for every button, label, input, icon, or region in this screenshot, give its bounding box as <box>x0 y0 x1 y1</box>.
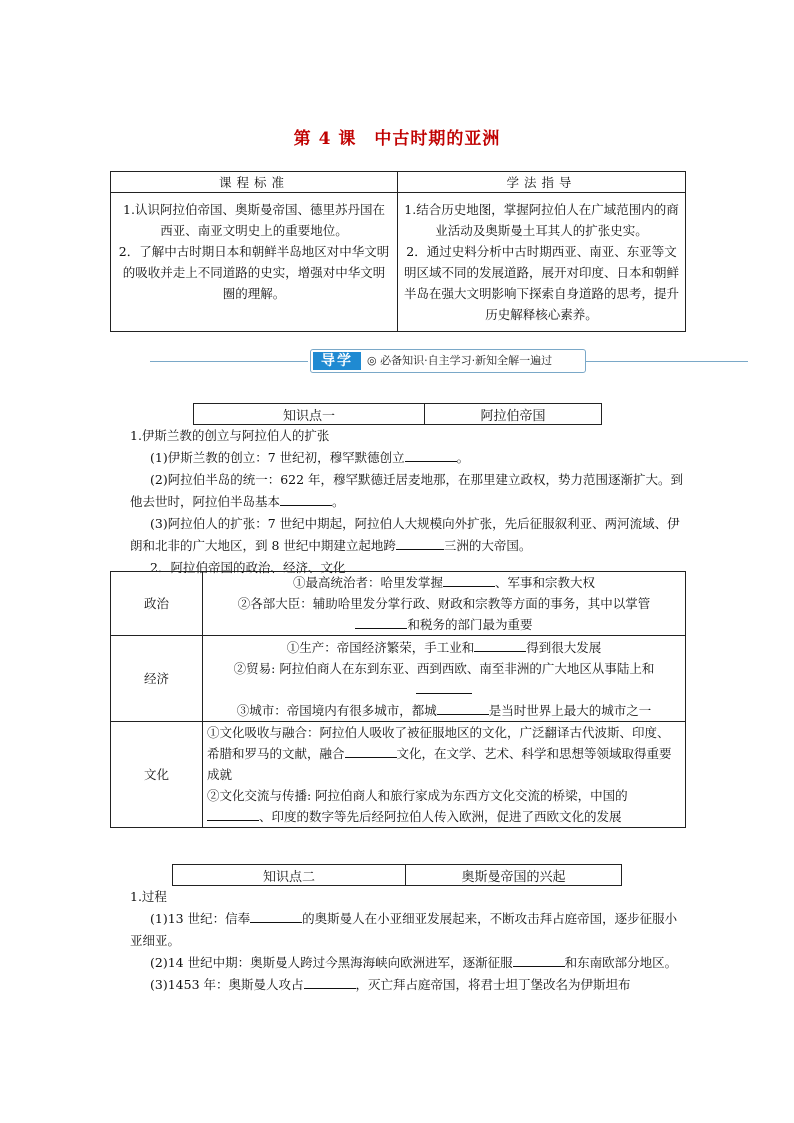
section1-item-1: (1)伊斯兰教的创立：7 世纪初，穆罕默德创立 。 <box>130 447 686 469</box>
kp2-label: 知识点二 <box>173 865 406 886</box>
banner-rule-right <box>586 361 748 362</box>
fill-blank[interactable] <box>345 743 397 758</box>
section3-heading: 1.过程 <box>130 889 167 904</box>
banner-subtitle: ◎ 必备知识·自主学习·新知全解一遍过 <box>367 354 553 367</box>
arab-empire-table <box>110 571 686 828</box>
politics-label: 政治 <box>111 572 203 636</box>
row-politics <box>111 572 686 636</box>
fill-blank[interactable] <box>416 679 472 694</box>
standards-body-row <box>111 193 686 332</box>
fill-blank[interactable] <box>355 614 407 629</box>
standards-method-cell <box>398 193 686 332</box>
fill-blank[interactable] <box>207 806 259 821</box>
banner-rule-left <box>150 361 308 362</box>
method-item-2: 2．通过史料分析中古时期西亚、南亚、东亚等文明区域不同的发展道路，展开对印度、日本和朝鲜半岛在强大文明影响下探索自身道路的思考，提升历史解释核心素养。 <box>404 244 680 322</box>
standards-header-curriculum: 课程标准 <box>111 172 398 193</box>
standards-header-row <box>111 172 686 193</box>
fill-blank[interactable] <box>474 637 526 652</box>
method-item-1: 1.结合历史地图，掌握阿拉伯人在广域范围内的商业活动及奥斯曼土耳其人的扩张史实。 <box>404 202 679 238</box>
fill-blank[interactable] <box>280 491 332 506</box>
knowledge-point-1-table <box>193 403 602 425</box>
politics-content: ①最高统治者：哈里发掌握 、军事和宗教大权 ②各部大臣：辅助哈里发分掌行政、财政和宗教等方面的事务，其中以掌管 和税务的部门最为重要 <box>203 572 686 636</box>
culture-content: ①文化吸收与融合：阿拉伯人吸收了被征服地区的文化，广泛翻译古代波斯、印度、希腊和罗马的文献，融合 文化，在文学、艺术、科学和思想等领域取得重要成就 ②文化交流与传播: 阿拉伯商人和旅行家成为东西方文化交流的桥梁，中国的 、印度的数字等先后经阿拉伯人传入欧洲，促进了西欧文化的发展 <box>203 722 686 828</box>
knowledge-point-2-table <box>172 864 622 886</box>
kp2-topic: 奥斯曼帝国的兴起 <box>406 865 622 886</box>
fill-blank[interactable] <box>396 535 444 550</box>
banner-box <box>310 349 586 373</box>
fill-blank[interactable] <box>405 447 457 462</box>
page-title: 第 4 课 中古时期的亚洲 <box>293 129 501 149</box>
fill-blank[interactable] <box>513 952 565 967</box>
kp1-topic: 阿拉伯帝国 <box>425 404 602 425</box>
culture-label: 文化 <box>111 722 203 828</box>
kp1-label: 知识点一 <box>194 404 425 425</box>
standards-curriculum-cell <box>111 193 398 332</box>
section1-heading: 1.伊斯兰教的创立与阿拉伯人的扩张 <box>130 428 330 443</box>
fill-blank[interactable] <box>443 572 495 587</box>
banner-tag: 导学 <box>313 352 361 370</box>
row-culture <box>111 722 686 828</box>
fill-blank[interactable] <box>437 700 489 715</box>
section3-text <box>130 886 686 996</box>
standards-table <box>110 171 686 332</box>
section-banner <box>150 348 748 374</box>
curriculum-item-1: 1.认识阿拉伯帝国、奥斯曼帝国、德里苏丹国在西亚、南亚文明史上的重要地位。 <box>123 202 385 238</box>
standards-header-method: 学法指导 <box>398 172 686 193</box>
section1-item-2: (2)阿拉伯半岛的统一：622 年，穆罕默德迁居麦地那，在那里建立政权，势力范围逐渐扩大。到他去世时，阿拉伯半岛基本 。 <box>130 472 684 509</box>
section3-item-3: (3)1453 年：奥斯曼人攻占 ，灭亡拜占庭帝国，将君士坦丁堡改名为伊斯坦布 <box>130 974 686 996</box>
fill-blank[interactable] <box>250 908 302 923</box>
section1-text <box>130 425 686 579</box>
section2-heading: 2．阿拉伯帝国的政治、经济、文化 <box>150 560 346 575</box>
row-economy <box>111 636 686 722</box>
section1-item-3: (3)阿拉伯人的扩张：7 世纪中期起，阿拉伯人大规模向外扩张，先后征服叙利亚、两河流域、伊朗和北非的广大地区，到 8 世纪中期建立起地跨 三洲的大帝国。 <box>130 516 680 553</box>
curriculum-item-2: 2．了解中古时期日本和朝鲜半岛地区对中华文明的吸收并走上不同道路的史实，增强对中华文明圈的理解。 <box>118 244 390 301</box>
section3-item-2: (2)14 世纪中期：奥斯曼人跨过今黑海海峡向欧洲进军，逐渐征服 和东南欧部分地区。 <box>130 952 686 974</box>
economy-label: 经济 <box>111 636 203 722</box>
fill-blank[interactable] <box>304 974 356 989</box>
section3-item-1: (1)13 世纪：信奉 的奥斯曼人在小亚细亚发展起来，不断攻击拜占庭帝国，逐步征服小亚细亚。 <box>130 908 686 952</box>
economy-content: ①生产：帝国经济繁荣，手工业和 得到很大发展 ②贸易: 阿拉伯商人在东到东亚、西到西欧、南至非洲的广大地区从事陆上和 ③城市：帝国境内有很多城市，都城 是当时世界上最大的城市之一 <box>203 636 686 722</box>
